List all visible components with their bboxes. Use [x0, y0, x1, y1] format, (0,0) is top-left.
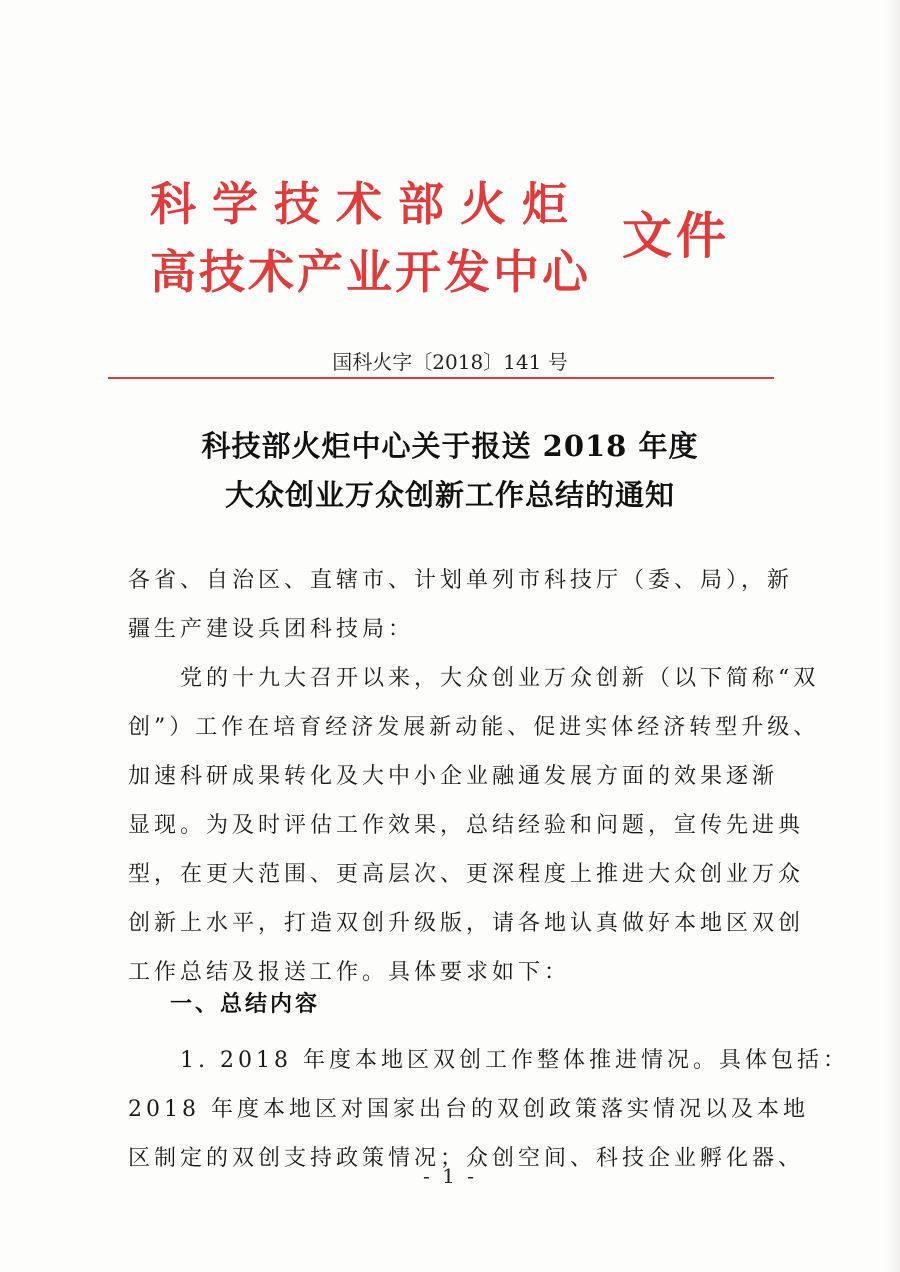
- document-type-label: 文件: [622, 206, 730, 265]
- body-line: 创”）工作在培育经济发展新动能、促进实体经济转型升级、: [128, 715, 820, 740]
- red-separator-line: [108, 377, 774, 379]
- document-title-line2: 大众创业万众创新工作总结的通知: [224, 478, 675, 512]
- body-line: 加速科研成果转化及大中小企业融通发展方面的效果逐渐: [128, 764, 779, 789]
- body-line: 工作总结及报送工作。具体要求如下：: [128, 960, 571, 985]
- issuing-authority-line1: 科学技术部火炬: [150, 177, 584, 231]
- scan-edge-shadow: [886, 0, 900, 1272]
- section-paragraphs: [128, 1036, 849, 1183]
- body-line: 1. 2018 年度本地区双创工作整体推进情况。具体包括：: [128, 1048, 849, 1073]
- body-line: 区制定的双创支持政策情况；众创空间、科技企业孵化器、: [128, 1146, 805, 1171]
- body-line: 各省、自治区、直辖市、计划单列市科技厅（委、局），新: [128, 568, 794, 593]
- document-number: 国科火字〔2018〕141 号: [332, 350, 568, 374]
- issuing-authority-line2: 高技术产业开发中心: [150, 245, 591, 299]
- document-title-line1: 科技部火炬中心关于报送 2018 年度: [201, 429, 699, 463]
- body-line: 疆生产建设兵团科技局：: [128, 617, 415, 642]
- body-paragraphs: [128, 556, 820, 997]
- body-line: 2018 年度本地区对国家出台的双创政策落实情况以及本地: [128, 1097, 809, 1122]
- body-line: 党的十九大召开以来，大众创业万众创新（以下简称“双: [128, 666, 820, 691]
- section-heading: 一、总结内容: [170, 992, 321, 1017]
- body-line: 显现。为及时评估工作效果，总结经验和问题，宣传先进典: [128, 813, 805, 838]
- body-line: 创新上水平，打造双创升级版，请各地认真做好本地区双创: [128, 911, 805, 936]
- body-line: 型，在更大范围、更高层次、更深程度上推进大众创业万众: [128, 862, 805, 887]
- page-number: - 1 -: [423, 1164, 477, 1188]
